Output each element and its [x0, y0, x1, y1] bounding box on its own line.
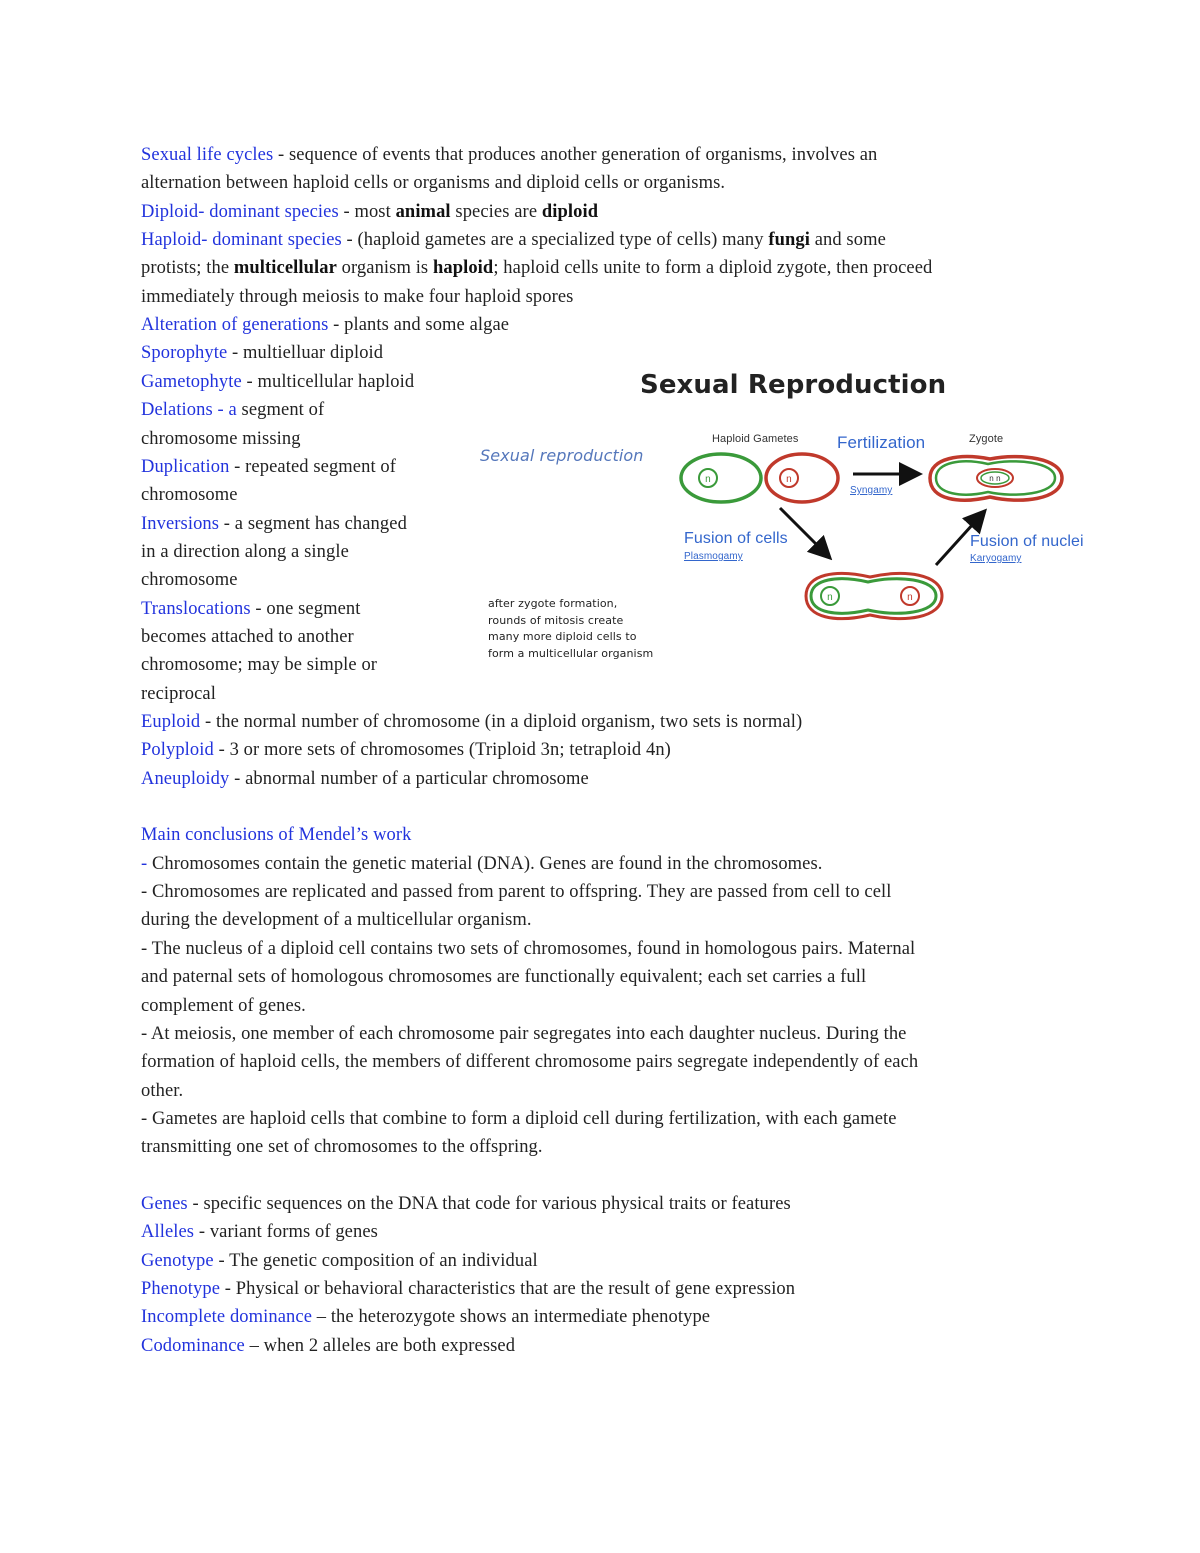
text-line — [141, 1048, 918, 1076]
line-text: - The genetic composition of an individual — [213, 1250, 538, 1271]
line-text: - a segment has changed — [219, 513, 407, 534]
text-line — [141, 680, 216, 708]
term-label: Inversions — [141, 513, 220, 534]
line-text: - 3 or more sets of chromosomes (Triploid 3n; tetraploid 4n) — [213, 740, 671, 761]
line-text: - Physical or behavioral characteristics that are the result of gene expression — [220, 1279, 796, 1299]
line-text: and paternal sets of homologous chromosomes are functionally equivalent; each set carries a full — [141, 967, 867, 988]
line-text: protists; the — [141, 258, 234, 279]
line-text: formation of haploid cells, the members of different chromosome pairs segregate independently of each — [141, 1052, 919, 1073]
line-text: - Chromosomes are replicated and passed from parent to offspring. They are passed from cell to cell — [141, 882, 892, 903]
nucleus-n-label: n — [827, 592, 833, 603]
text-line — [141, 566, 238, 594]
line-text: - specific sequences on the DNA that code for various physical traits or features — [187, 1193, 791, 1214]
line-text: reciprocal — [141, 683, 216, 704]
text-line — [141, 538, 349, 566]
line-text: and some — [809, 230, 886, 251]
term-label: - — [141, 853, 148, 874]
line-text: - multielluar diploid — [227, 343, 384, 364]
fusion-of-nuclei-label: Fusion of nuclei — [970, 533, 1084, 550]
text-line — [141, 708, 802, 736]
text-line — [141, 1247, 538, 1275]
term-label: Translocations — [141, 598, 251, 619]
line-text: - The nucleus of a diploid cell contains two sets of chromosomes, found in homologous pairs. Maternal — [141, 938, 916, 959]
term-label: Gametophyte — [141, 371, 242, 392]
bold-text: fungi — [768, 230, 810, 251]
term-label: Polyploid — [141, 740, 214, 761]
line-text: - variant forms of genes — [194, 1222, 378, 1243]
line-text: segment of — [236, 400, 325, 421]
term-label: Genes — [141, 1193, 188, 1214]
zygote-cell — [930, 457, 1062, 501]
fertilization-label: Fertilization — [837, 433, 926, 452]
line-text: - most — [338, 201, 396, 222]
line-text: chromosome; may be simple or — [141, 655, 378, 676]
text-line — [141, 1190, 791, 1218]
zygote-label: Zygote — [969, 433, 1004, 445]
line-text: during the development of a multicellular organism. — [141, 910, 532, 931]
text-line — [141, 651, 377, 679]
cell-diagram-graphic — [470, 360, 1100, 690]
text-line — [141, 992, 306, 1020]
handwritten-label: Sexual reproduction — [480, 446, 644, 465]
text-line — [141, 198, 598, 226]
term-label: Haploid- dominant species — [141, 230, 342, 251]
term-label: Alteration of generations — [141, 315, 329, 336]
svg-text:n n: n n — [989, 474, 1001, 483]
diagram-title: Sexual Reproduction — [640, 370, 947, 400]
sexual-reproduction-diagram — [470, 360, 1100, 690]
text-line — [141, 878, 892, 906]
bold-text: haploid — [432, 258, 494, 279]
fusion-of-nuclei-arrow — [936, 513, 983, 565]
line-text: ; haploid cells unite to form a diploid zygote, then proceed — [493, 258, 933, 279]
text-line — [141, 1275, 795, 1303]
green-gamete-cell — [681, 454, 761, 502]
line-text: – the heterozygote shows an intermediate phenotype — [312, 1307, 711, 1328]
nucleus-n-label: n — [786, 474, 792, 485]
bold-text: animal — [395, 201, 451, 222]
line-text: - multicellular haploid — [241, 371, 415, 392]
text-line — [141, 453, 396, 481]
mitosis-note: after zygote formation, rounds of mitosis create many more diploid cells to form a multicellular organism — [488, 597, 654, 660]
line-text: immediately through meiosis to make four haploid spores — [141, 286, 574, 307]
bold-text: multicellular — [233, 258, 337, 279]
line-text: species are — [450, 201, 542, 222]
term-label: Sexual life cycles — [141, 145, 274, 165]
nucleus-n-label: n — [705, 474, 711, 485]
term-label: Incomplete dominance — [141, 1307, 313, 1328]
text-line — [141, 765, 589, 793]
text-line — [141, 595, 360, 623]
text-line — [141, 1303, 710, 1331]
text-line — [141, 425, 301, 453]
line-text: - repeated segment of — [229, 456, 397, 477]
fusion-of-cells-arrow — [780, 508, 828, 556]
line-text: transmitting one set of chromosomes to the offspring. — [141, 1137, 543, 1158]
text-line — [141, 736, 671, 764]
term-label: Delations - a — [141, 400, 237, 421]
line-text: - Gametes are haploid cells that combine to form a diploid cell during fertilization, with each gamete — [141, 1108, 897, 1129]
fused-cell — [806, 573, 942, 618]
text-line — [141, 226, 886, 254]
term-label: Main conclusions of Mendel’s work — [141, 825, 412, 846]
text-line — [141, 283, 573, 311]
text-line — [141, 623, 354, 651]
term-label: Genotype — [141, 1250, 214, 1271]
line-text: - At meiosis, one member of each chromosome pair segregates into each daughter nucleus. During the — [141, 1023, 907, 1044]
line-text: chromosome missing — [141, 428, 301, 449]
text-line — [141, 1077, 183, 1105]
term-label: Phenotype — [141, 1279, 221, 1299]
text-line — [141, 254, 932, 282]
line-text: chromosome — [141, 570, 238, 591]
text-line — [141, 1020, 907, 1048]
line-text: - abnormal number of a particular chromosome — [229, 768, 589, 789]
fusion-of-cells-label: Fusion of cells — [684, 530, 788, 547]
line-text: alternation between haploid cells or organisms and diploid cells or organisms. — [141, 173, 726, 194]
text-line — [141, 1218, 378, 1246]
line-text: other. — [141, 1080, 184, 1101]
line-text: chromosome — [141, 485, 238, 506]
text-line — [141, 481, 238, 509]
line-text: - one segment — [250, 598, 361, 619]
term-label: Sporophyte — [141, 343, 228, 364]
line-text: complement of genes. — [141, 995, 306, 1016]
text-line — [141, 311, 509, 339]
term-label: Codominance — [141, 1335, 245, 1356]
text-line — [141, 821, 411, 849]
line-text: in a direction along a single — [141, 541, 349, 562]
term-label: Euploid — [141, 712, 201, 732]
line-text: - plants and some algae — [328, 315, 510, 336]
line-text: organism is — [336, 258, 433, 279]
term-label: Diploid- dominant species — [141, 201, 339, 222]
text-line — [141, 935, 915, 963]
text-line — [141, 1133, 543, 1161]
nucleus-n-label: n — [907, 592, 913, 603]
text-line — [141, 396, 324, 424]
bold-text: diploid — [541, 201, 599, 222]
text-line — [141, 339, 383, 367]
text-line — [141, 906, 532, 934]
text-line — [141, 963, 866, 991]
line-text: - sequence of events that produces another generation of organisms, involves an — [273, 145, 878, 165]
line-text: – when 2 alleles are both expressed — [244, 1335, 516, 1356]
text-line — [141, 1105, 897, 1133]
haploid-gametes-label: Haploid Gametes — [712, 433, 799, 445]
line-text: Chromosomes contain the genetic material (DNA). Genes are found in the chromosomes. — [147, 853, 823, 874]
text-line — [141, 141, 877, 169]
syngamy-label: Syngamy — [850, 485, 893, 496]
text-line — [141, 1332, 515, 1360]
line-text: becomes attached to another — [141, 626, 354, 647]
term-label: Alleles — [141, 1222, 195, 1243]
term-label: Duplication — [141, 456, 230, 477]
line-text: - (haploid gametes are a specialized type of cells) many — [341, 230, 769, 251]
term-label: Aneuploidy — [141, 768, 230, 789]
red-gamete-cell — [766, 454, 838, 502]
karyogamy-label: Karyogamy — [970, 553, 1022, 564]
text-line — [141, 169, 725, 197]
text-line — [141, 510, 407, 538]
line-text: - the normal number of chromosome (in a diploid organism, two sets is normal) — [200, 712, 803, 732]
text-line — [141, 368, 414, 396]
plasmogamy-label: Plasmogamy — [684, 551, 743, 562]
text-line — [141, 850, 823, 878]
